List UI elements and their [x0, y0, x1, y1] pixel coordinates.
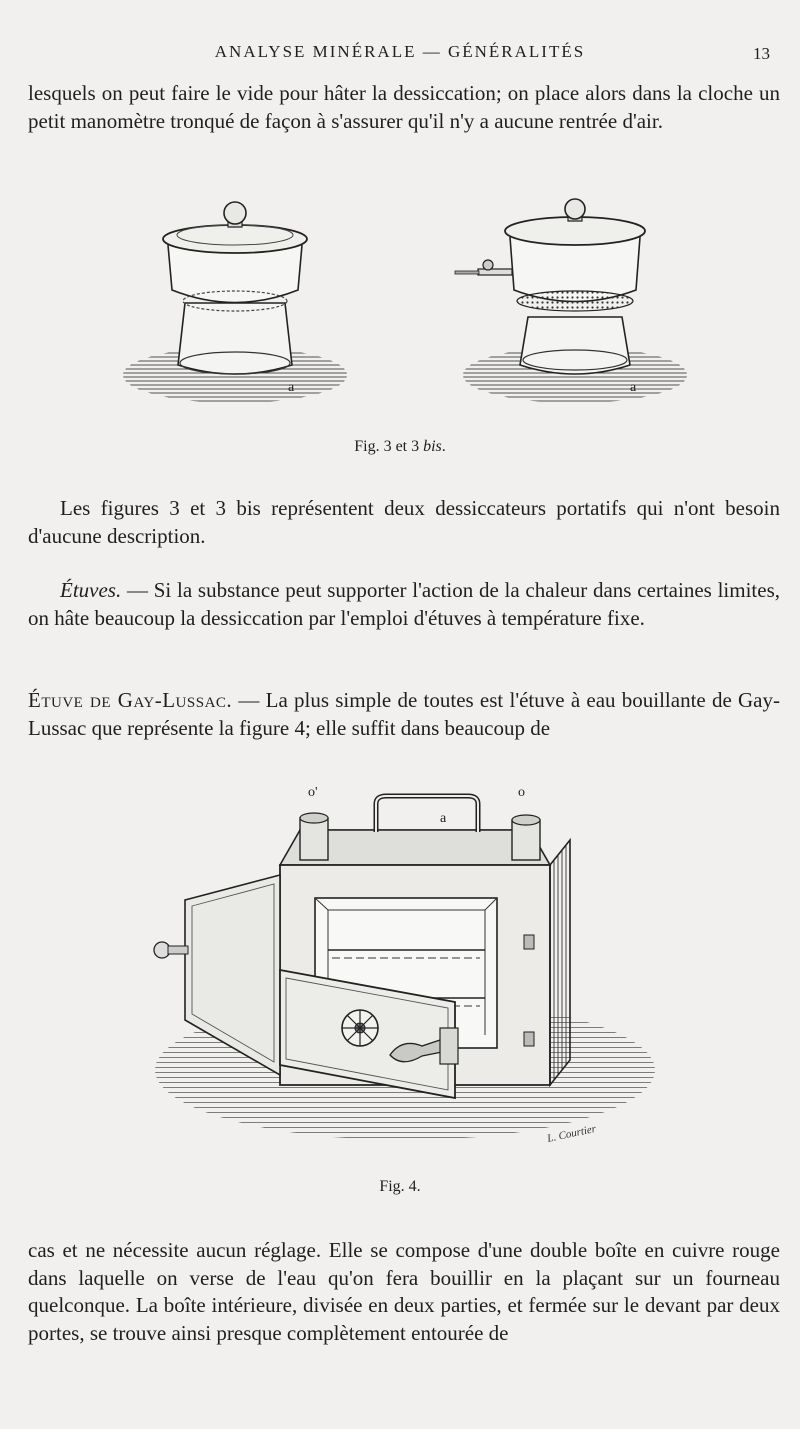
paragraph-gay-lussac-title: Étuve de Gay-Lussac. [28, 688, 233, 712]
paragraph-gay-lussac-body: — La plus simple de toutes est l'étuve à eau bouillante de Gay-Lussac que représente la figure 4; elle suffit dans beaucoup de [28, 688, 780, 740]
paragraph-description: cas et ne nécessite aucun réglage. Elle se compose d'une double boîte en cuivre rouge dans laquelle on verse de l'eau qu'on fera bouillir en la plaçant sur un fourneau quelconque. La boîte intérieure, divisée en deux parties, et fermée sur le devant par deux portes, se trouve ainsi presque complètement entourée de [28, 1238, 780, 1345]
figure-4-label-o: o [518, 785, 525, 800]
figure-3-caption-italic: bis [423, 438, 442, 455]
paragraph-intro: lesquels on peut faire le vide pour hâter la dessiccation; on place alors dans la cloche un petit manomètre tronqué de façon à s'assurer qu'il n'y a aucune rentrée d'air. [28, 81, 780, 133]
figure-3-illustration [110, 195, 700, 420]
paragraph-etuves-body: — Si la substance peut supporter l'action de la chaleur dans certaines limites, on hâte beaucoup la dessiccation par l'emploi d'étuves à température fixe. [28, 578, 780, 630]
header-title: ANALYSE MINÉRALE — GÉNÉRALITÉS [214, 42, 586, 61]
page-number: 13 [753, 44, 770, 63]
figure-4-caption: Fig. 4. [379, 1178, 421, 1195]
figure-3-caption-suffix: . [441, 438, 446, 455]
figure-3-label-right: a [630, 380, 637, 395]
desiccator-left [123, 202, 347, 403]
desiccator-right [455, 199, 687, 403]
paragraph-etuves [28, 577, 780, 632]
figure-4-illustration [140, 770, 670, 1160]
figure-4-label-a: a [440, 811, 447, 826]
figure-4-label-o-prime: o' [308, 785, 318, 800]
figure-3-caption-prefix: Fig. 3 et 3 [354, 438, 424, 455]
running-header [0, 38, 800, 68]
paragraph-gay-lussac [28, 687, 780, 742]
paragraph-etuves-title: Étuves. [60, 578, 122, 602]
engraver-signature: L. Courtier [546, 1122, 598, 1145]
figure-3-label-left: a [288, 380, 295, 395]
paragraph-figures-3: Les figures 3 et 3 bis représentent deux dessiccateurs portatifs qui n'ont besoin d'aucune description. [28, 496, 780, 548]
figure-3-caption [0, 438, 800, 456]
